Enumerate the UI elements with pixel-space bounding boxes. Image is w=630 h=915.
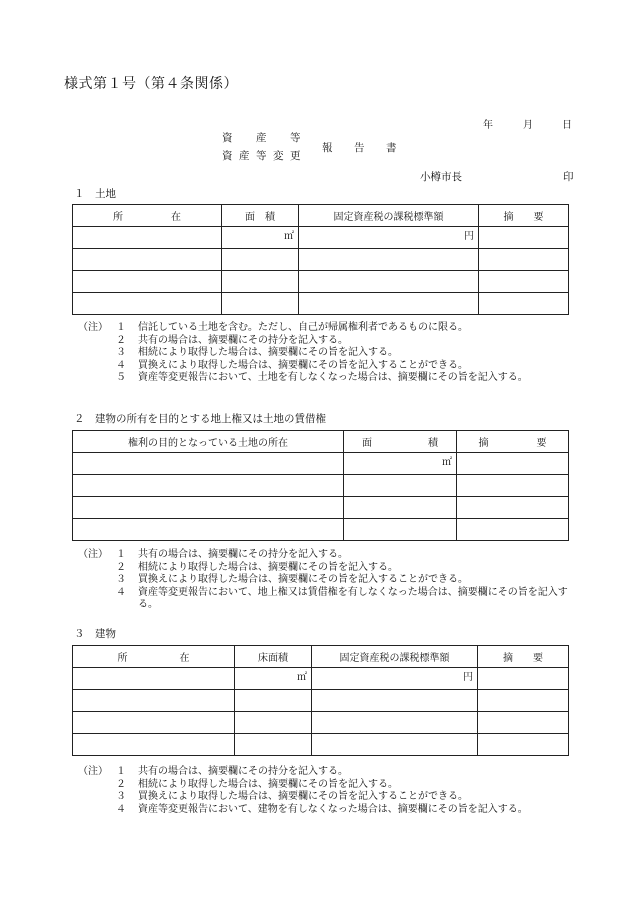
cell-remarks[interactable]: [478, 690, 569, 712]
date-day: 日: [562, 120, 572, 131]
note-text: 買換えにより取得した場合は、摘要欄にその旨を記入することができる。: [138, 574, 468, 585]
recipient-label: 小樽市長: [420, 171, 462, 183]
header-remarks: [457, 431, 569, 453]
note-number: ４: [116, 359, 126, 371]
table-row: [73, 453, 569, 475]
cell-location[interactable]: [73, 293, 222, 315]
cell-remarks[interactable]: [478, 734, 569, 756]
note-text: 共有の場合は、摘要欄にその持分を記入する。: [138, 766, 348, 777]
table-row: [73, 249, 569, 271]
note-number: ２: [116, 334, 126, 346]
date-month: 月: [523, 120, 533, 131]
section2-notes: [78, 549, 574, 612]
note-text: 資産等変更報告において、地上権又は賃借権を有しなくなった場合は、摘要欄にその旨を記入する。: [138, 586, 568, 610]
header-location: [73, 646, 235, 668]
cell-location[interactable]: [73, 227, 222, 249]
title-char: 報: [322, 142, 334, 154]
note-item: [78, 766, 574, 779]
notes-label: （注）: [78, 766, 108, 777]
cell-tax-base[interactable]: [312, 734, 478, 756]
seal-mark: 印: [563, 171, 574, 183]
table-row: [73, 668, 569, 690]
title-char: 資: [222, 150, 234, 162]
note-item: [78, 562, 574, 575]
title-char: 等: [256, 150, 268, 162]
header-tax-base: 固定資産税の課税標準額: [312, 646, 478, 668]
note-item: [78, 549, 574, 562]
note-number: ４: [116, 586, 126, 598]
header-floor-area: 床面積: [235, 646, 312, 668]
cell-floor-area[interactable]: [235, 712, 312, 734]
cell-tax-base[interactable]: 円: [299, 227, 479, 249]
land-table: [72, 204, 569, 315]
header-text: 在: [171, 212, 181, 223]
cell-area[interactable]: ㎡: [344, 453, 457, 475]
note-item: [78, 360, 574, 373]
note-number: ３: [116, 791, 126, 802]
cell-tax-base[interactable]: [299, 249, 479, 271]
section1-notes: [78, 322, 574, 385]
note-number: ３: [116, 347, 126, 358]
note-text: 共有の場合は、摘要欄にその持分を記入する。: [138, 549, 348, 560]
note-number: ２: [116, 561, 126, 573]
title-char: 書: [386, 142, 398, 154]
cell-remarks[interactable]: [457, 475, 569, 497]
cell-area[interactable]: [222, 293, 299, 315]
note-number: １: [116, 322, 126, 333]
note-item: [78, 587, 574, 612]
notes-label: （注）: [78, 549, 108, 560]
note-item: [78, 347, 574, 360]
note-number: ３: [116, 574, 126, 585]
note-number: ２: [116, 778, 126, 790]
header-area: [344, 431, 457, 453]
note-text: 資産等変更報告において、建物を有しなくなった場合は、摘要欄にその旨を記入する。: [138, 803, 528, 815]
header-location: [73, 205, 222, 227]
table-row: [73, 475, 569, 497]
cell-remarks[interactable]: [457, 453, 569, 475]
cell-location[interactable]: [73, 712, 235, 734]
note-item: [78, 322, 574, 335]
title-char: 等: [290, 132, 302, 144]
note-text: 相続により取得した場合は、摘要欄にその旨を記入する。: [138, 347, 398, 358]
table-row: [73, 293, 569, 315]
cell-area[interactable]: [344, 497, 457, 519]
note-text: 相続により取得した場合は、摘要欄にその旨を記入する。: [138, 778, 398, 790]
header-tax-base: 固定資産税の課税標準額: [299, 205, 479, 227]
cell-location[interactable]: [73, 271, 222, 293]
title-line2: [222, 148, 302, 163]
cell-remarks[interactable]: [479, 293, 569, 315]
table-header-row: [73, 431, 569, 453]
note-text: 共有の場合は、摘要欄にその持分を記入する。: [138, 334, 348, 346]
cell-area[interactable]: [222, 249, 299, 271]
section3-notes: [78, 766, 574, 816]
table-row: [73, 497, 569, 519]
table-row: [73, 227, 569, 249]
cell-area[interactable]: [344, 475, 457, 497]
notes-label: （注）: [78, 322, 108, 333]
form-number: 様式第１号（第４条関係）: [64, 76, 238, 92]
building-table: [72, 645, 569, 756]
cell-location[interactable]: [73, 249, 222, 271]
title-char: 産: [256, 132, 268, 144]
cell-location[interactable]: [73, 668, 235, 690]
note-text: 買換えにより取得した場合は、摘要欄にその旨を記入することができる。: [138, 791, 468, 802]
note-text: 信託している土地を含む。ただし、自己が帰属権利者であるものに限る。: [138, 322, 468, 333]
cell-land-location[interactable]: [73, 519, 344, 541]
cell-remarks[interactable]: [479, 249, 569, 271]
cell-remarks[interactable]: [479, 227, 569, 249]
cell-land-location[interactable]: [73, 453, 344, 475]
note-item: [78, 574, 574, 587]
cell-area[interactable]: [344, 519, 457, 541]
title-char: 更: [290, 150, 302, 162]
cell-remarks[interactable]: [457, 497, 569, 519]
note-item: [78, 791, 574, 804]
header-text: 面: [362, 438, 372, 449]
section2-heading: ２ 建物の所有を目的とする地上権又は土地の賃借権: [74, 413, 326, 425]
cell-tax-base[interactable]: [299, 271, 479, 293]
note-item: [78, 335, 574, 348]
header-text: 積: [428, 438, 438, 449]
cell-land-location[interactable]: [73, 475, 344, 497]
cell-location[interactable]: [73, 734, 235, 756]
table-row: [73, 712, 569, 734]
title-char: 資: [222, 132, 234, 144]
cell-land-location[interactable]: [73, 497, 344, 519]
note-text: 買換えにより取得した場合は、摘要欄にその旨を記入することができる。: [138, 359, 468, 371]
title-char: 告: [354, 142, 366, 154]
cell-floor-area[interactable]: ㎡: [235, 668, 312, 690]
note-item: [78, 804, 574, 817]
title-char: 変: [273, 150, 285, 162]
title-suffix: [322, 140, 398, 155]
header-remarks: 摘 要: [478, 646, 569, 668]
cell-tax-base[interactable]: 円: [312, 668, 478, 690]
header-text: 所: [117, 653, 128, 664]
header-text: 在: [179, 653, 190, 664]
table-row: [73, 271, 569, 293]
note-text: 資産等変更報告において、土地を有しなくなった場合は、摘要欄にその旨を記入する。: [138, 372, 528, 383]
note-number: ４: [116, 803, 126, 815]
note-number: １: [116, 549, 126, 560]
table-header-row: [73, 205, 569, 227]
cell-tax-base[interactable]: [312, 690, 478, 712]
cell-remarks[interactable]: [479, 271, 569, 293]
note-item: [78, 372, 574, 385]
section3-heading: ３ 建物: [74, 628, 116, 640]
cell-remarks[interactable]: [457, 519, 569, 541]
table-row: [73, 690, 569, 712]
cell-area[interactable]: ㎡: [222, 227, 299, 249]
note-text: 相続により取得した場合は、摘要欄にその旨を記入する。: [138, 561, 398, 573]
cell-remarks[interactable]: [478, 712, 569, 734]
header-text: 摘: [478, 438, 489, 449]
cell-tax-base[interactable]: [299, 293, 479, 315]
cell-remarks[interactable]: [478, 668, 569, 690]
note-item: [78, 779, 574, 792]
title-line1: [222, 130, 302, 145]
header-remarks: 摘 要: [479, 205, 569, 227]
date-year: 年: [483, 120, 493, 131]
section1-heading: １ 土地: [74, 188, 116, 200]
cell-floor-area[interactable]: [235, 734, 312, 756]
header-land-location: 権利の目的となっている土地の所在: [73, 431, 344, 453]
cell-tax-base[interactable]: [312, 712, 478, 734]
note-number: ５: [116, 372, 126, 383]
title-char: 産: [239, 150, 251, 162]
table-header-row: [73, 646, 569, 668]
note-number: １: [116, 766, 126, 777]
header-text: 所: [113, 212, 123, 223]
cell-location[interactable]: [73, 690, 235, 712]
header-text: 要: [536, 438, 547, 449]
leasehold-table: [72, 430, 569, 541]
table-row: [73, 519, 569, 541]
header-area: 面 積: [222, 205, 299, 227]
cell-area[interactable]: [222, 271, 299, 293]
table-row: [73, 734, 569, 756]
cell-floor-area[interactable]: [235, 690, 312, 712]
